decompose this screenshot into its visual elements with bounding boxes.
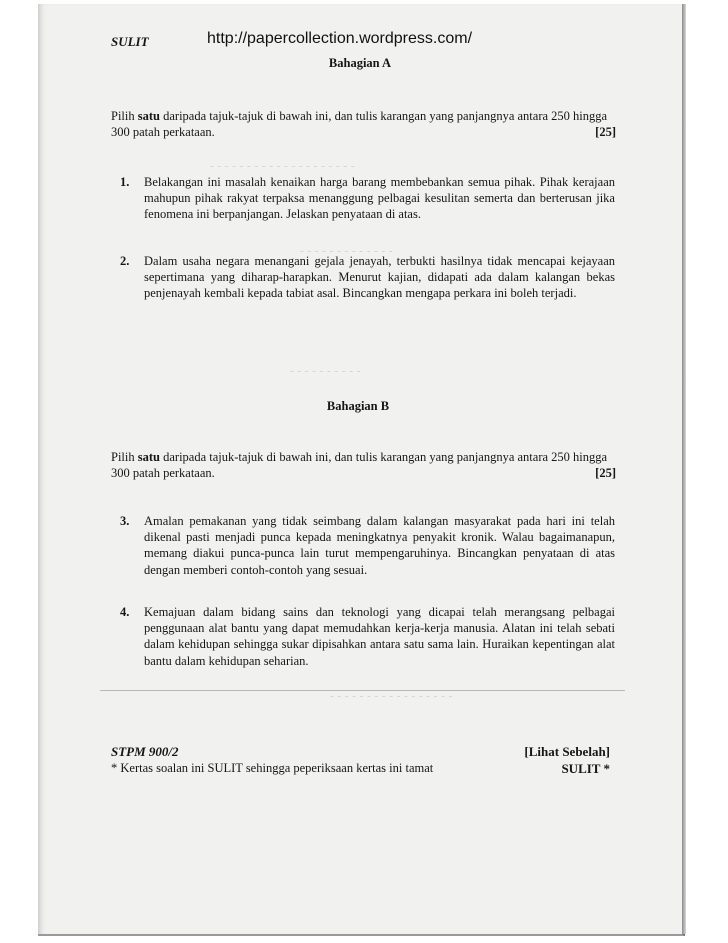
section-a-title: Bahagian A — [328, 56, 392, 70]
bleed-through-2: - - - - - - - - - - - - - — [300, 245, 394, 257]
question-number: 2. — [120, 254, 130, 268]
instruction-post: daripada tajuk-tajuk di bawah ini, dan tulis karangan yang panjangnya antara 250 hingga 300 patah perkataan. — [111, 109, 608, 139]
instruction-bold: satu — [137, 450, 160, 464]
question-number: 4. — [120, 605, 130, 619]
section-b-title: Bahagian B — [326, 399, 390, 413]
footer-confidential-note: * Kertas soalan ini SULIT sehingga peperiksaan kertas ini tamat — [111, 761, 434, 775]
footer-sulit: SULIT * — [561, 761, 610, 776]
question-text: Kemajuan dalam bidang sains dan teknologi yang dicapai telah merangsang pelbagai penggunaan alat bantu yang dapat memudahkan kerja-kerja manusia. Alatan ini telah sebati dalam kehidupan sehingga sukar dipisahkan antara satu sama lain. Huraikan kepentingan alat bantu dalam kehidupan seharian. — [144, 605, 615, 668]
footer-divider — [100, 690, 625, 691]
question-text: Dalam usaha negara menangani gejala jenayah, terbukti hasilnya tidak mencapai kejayaan sepertimana yang diharap-harapkan. Menurut kajian, didapati ada dalam kalangan bekas penjenayah kembali kepada tabiat asal. Bincangkan mengapa perkara ini boleh terjadi. — [144, 254, 615, 301]
instruction-post: daripada tajuk-tajuk di bawah ini, dan tulis karangan yang panjangnya antara 250 hingga 300 patah perkataan. — [111, 450, 608, 480]
section-a-instruction — [111, 108, 616, 140]
bleed-through-1: - - - - - - - - - - - - - - - - - - - - — [210, 160, 356, 172]
page-edge-shadow — [682, 4, 686, 934]
question-text: Belakangan ini masalah kenaikan harga barang membebankan semua pihak. Pihak kerajaan mahupun pihak rakyat terpaksa menanggung pelbagai kesulitan semerta dan berterusan jika fenomena ini berpanjangan. Jelaskan penyataan di atas. — [144, 175, 615, 222]
source-url: http://papercollection.wordpress.com/ — [207, 30, 473, 47]
question-2 — [120, 253, 615, 302]
footer-code: STPM 900/2 — [111, 744, 179, 759]
instruction-bold: satu — [137, 109, 160, 123]
section-b-instruction — [111, 449, 616, 481]
section-a-marks: [25] — [595, 125, 616, 139]
instruction-pre: Pilih — [111, 450, 138, 464]
question-3 — [120, 513, 615, 578]
question-number: 3. — [120, 514, 130, 528]
footer-next-page: [Lihat Sebelah] — [524, 744, 610, 759]
header-sulit: SULIT — [111, 34, 149, 49]
question-1 — [120, 174, 615, 223]
question-4 — [120, 604, 615, 669]
question-number: 1. — [120, 175, 130, 189]
instruction-pre: Pilih — [111, 109, 138, 123]
bleed-through-4: - - - - - - - - - - - - - - - - - — [330, 690, 453, 702]
section-b-marks: [25] — [595, 466, 616, 480]
question-text: Amalan pemakanan yang tidak seimbang dalam kalangan masyarakat pada hari ini telah dikenal pasti menjadi punca kepada meningkatnya penyakit kronik. Walau bagaimanapun, memang diakui punca-punca lain turut mempengaruhinya. Bincangkan penyataan di atas dengan memberi contoh-contoh yang sesuai. — [144, 514, 615, 577]
bleed-through-3: - - - - - - - - - - — [290, 365, 361, 377]
